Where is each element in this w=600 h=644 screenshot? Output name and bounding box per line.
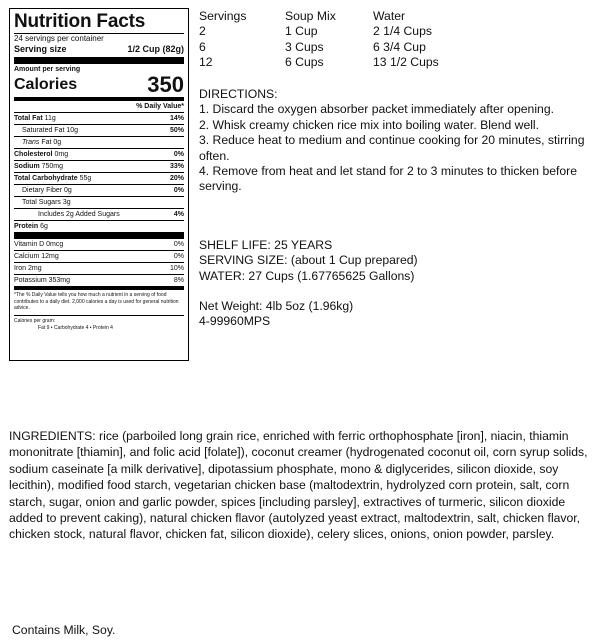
nutrition-title: Nutrition Facts (14, 11, 146, 32)
calories-label: Calories (14, 76, 78, 93)
servings-row: 2 1 Cup 2 1/4 Cups (199, 24, 432, 39)
servings-per-container: 24 servings per container (14, 34, 104, 43)
net-weight: Net Weight: 4lb 5oz (1.96kg) (199, 299, 354, 313)
nutrient-row: Cholesterol 0mg 0% (14, 148, 184, 160)
directions-section (199, 87, 594, 195)
servings-header-row: Servings Soup Mix Water (199, 9, 406, 23)
nutrition-facts-label (9, 8, 189, 361)
directions-heading: DIRECTIONS: (199, 87, 278, 101)
calories-row (14, 74, 184, 96)
servings-table (199, 9, 473, 71)
serving-size-prepared: SERVING SIZE: (about 1 Cup prepared) (199, 253, 418, 268)
direction-step: 1. Discard the oxygen absorber packet immediately after opening. (199, 102, 554, 117)
nutrient-row: Sodium 750mg 33% (14, 160, 184, 172)
vitamin-row: Potassium 353mg 8% (14, 274, 184, 286)
vitamin-row: Vitamin D 0mcg 0% (14, 241, 184, 248)
vitamin-row: Calcium 12mg 0% (14, 250, 184, 262)
direction-step: 2. Whisk creamy chicken rice mix into boiling water. Blend well. (199, 117, 540, 132)
sku: 4-99960MPS (199, 314, 271, 329)
direction-step: 3. Reduce heat to medium and continue cooking for 20 minutes, stirring often. (199, 133, 585, 163)
calories-per-gram-values: Fat 9 • Carbohydrate 4 • Protein 4 (38, 324, 113, 331)
water-total: WATER: 27 Cups (1.67765625 Gallons) (199, 268, 415, 283)
serving-size-label: Serving size (14, 44, 67, 54)
serving-size-value: 1/2 Cup (82g) (127, 44, 184, 54)
calories-per-gram-label: Calories per gram: (14, 315, 184, 325)
amount-per-serving: Amount per serving (14, 66, 81, 73)
product-info (199, 299, 353, 330)
nutrient-row: Protein 6g (14, 220, 184, 232)
allergen-statement: Contains Milk, Soy. (12, 623, 116, 637)
servings-row: 6 3 Cups 6 3/4 Cup (199, 39, 426, 54)
nutrient-row: Saturated Fat 10g 50% (14, 124, 184, 136)
direction-step: 4. Remove from heat and let stand for 2 to 3 minutes to thicken before serving. (199, 164, 578, 194)
nutrient-row: Total Carbohydrate 55g 20% (14, 172, 184, 184)
ingredients-text: INGREDIENTS: rice (parboiled long grain rice, enriched with ferric orthophosphate [iron], niacin, thiamin mononitrate [thiamin], and folic acid [folate]), coconut creamer (hydrogenated coconut oil, corn syrup solids, sodium caseinate [a milk derivative], dipotassium phosphate, mono & diglycerides, silicon dioxide, soy lecithin), modified food starch, vegetarian chicken base (maltodextrin, hydrolyzed corn protein, salt, corn starch, sugar, onion and garlic powder, spices [including parsley], extractives of turmeric, silicon dioxide added to prevent caking), natural chicken flavor (autolyzed yeast extract, maltodextrin, salt, chicken flavor, chicken stock, natural flavor, chicken fat, silicon dioxide), celery slices, onions, onion powder, parsley. (9, 429, 588, 542)
daily-value-header: % Daily Value* (136, 103, 184, 110)
nutrient-row: Total Fat 11g 14% (14, 112, 184, 124)
vitamin-row: Iron 2mg 10% (14, 262, 184, 274)
daily-value-footnote: *The % Daily Value tells you how much a nutrient in a serving of food contributes to a daily diet. 2,000 calories a day is used for general nutrition advice. (14, 292, 179, 311)
shelf-life: SHELF LIFE: 25 YEARS (199, 238, 333, 252)
nutrient-row: Total Sugars 3g (14, 196, 184, 208)
servings-row: 12 6 Cups 13 1/2 Cups (199, 55, 439, 70)
nutrient-row: Includes 2g Added Sugars 4% (14, 208, 184, 220)
calories-value: 350 (147, 72, 184, 97)
nutrient-row: Dietary Fiber 0g 0% (14, 184, 184, 196)
nutrient-row: Trans Fat 0g (14, 136, 184, 148)
serving-size-row (14, 44, 184, 55)
shelf-info (199, 238, 418, 284)
